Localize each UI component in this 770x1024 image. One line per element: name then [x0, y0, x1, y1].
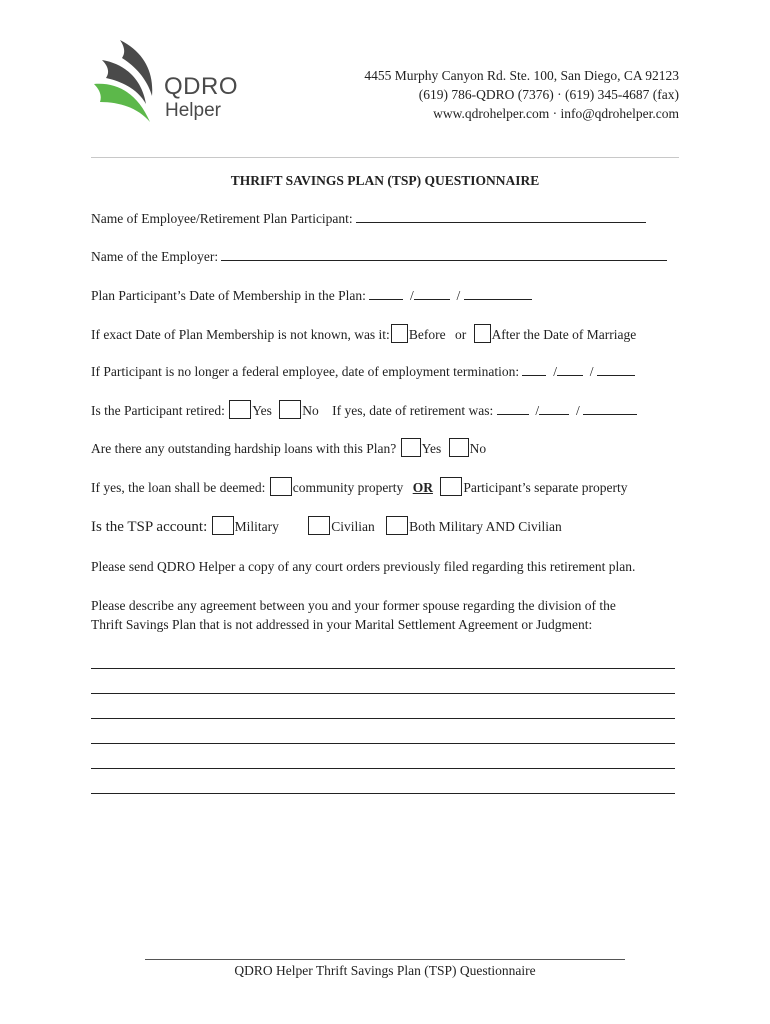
tsp-account-row — [91, 516, 562, 536]
phone-line: (619) 786-QDRO (7376) · (619) 345-4687 (fax) — [418, 87, 679, 102]
agreement-prompt-line2: Thrift Savings Plan that is not addressed in your Marital Settlement Agreement or Judgment: — [91, 617, 593, 632]
termination-year-field[interactable] — [597, 364, 635, 376]
separate-property-checkbox[interactable] — [440, 477, 462, 496]
agreement-prompt-line1: Please describe any agreement between you and your former spouse regarding the division of the — [91, 598, 616, 613]
loan-deemed-row — [91, 477, 628, 496]
military-label: Military — [234, 519, 279, 534]
form-title: THRIFT SAVINGS PLAN (TSP) QUESTIONNAIRE — [230, 173, 540, 188]
retirement-date-label: If yes, date of retirement was: — [332, 403, 494, 418]
membership-day-field[interactable] — [414, 288, 450, 300]
court-orders-note: Please send QDRO Helper a copy of any court orders previously filed regarding this retirement plan. — [91, 559, 636, 574]
tsp-account-label: Is the TSP account: — [91, 519, 208, 535]
unknown-date-label: If exact Date of Plan Membership is not known, was it: — [91, 327, 390, 342]
logo-text-helper: Helper — [165, 100, 221, 121]
termination-day-field[interactable] — [557, 364, 583, 376]
qdro-helper-logo — [92, 38, 252, 124]
address-block — [364, 66, 679, 123]
membership-date-row: Plan Participant’s Date of Membership in the Plan: / / — [91, 288, 532, 304]
header-divider — [91, 157, 679, 158]
unknown-date-row — [91, 324, 636, 343]
hardship-label: Are there any outstanding hardship loans with this Plan? — [91, 441, 397, 456]
web-email-line: www.qdrohelper.com · info@qdrohelper.com — [433, 106, 679, 121]
military-checkbox[interactable] — [212, 516, 234, 535]
after-label: After the Date of Marriage — [491, 327, 637, 342]
retirement-year-field[interactable] — [583, 403, 637, 415]
both-label: Both Military AND Civilian — [409, 519, 562, 534]
retired-yes-label: Yes — [252, 403, 272, 418]
membership-year-field[interactable] — [464, 288, 532, 300]
retired-yes-checkbox[interactable] — [229, 400, 251, 419]
hardship-yes-checkbox[interactable] — [401, 438, 421, 457]
agreement-line[interactable] — [91, 668, 675, 669]
membership-month-field[interactable] — [369, 288, 403, 300]
leaf-logo-icon — [92, 38, 160, 124]
loan-deemed-label: If yes, the loan shall be deemed: — [91, 480, 266, 495]
employer-name-row — [91, 249, 667, 265]
hardship-no-checkbox[interactable] — [449, 438, 469, 457]
employee-name-field[interactable] — [356, 211, 646, 223]
community-property-checkbox[interactable] — [270, 477, 292, 496]
civilian-label: Civilian — [331, 519, 375, 534]
retired-label: Is the Participant retired: — [91, 403, 225, 418]
membership-date-label: Plan Participant’s Date of Membership in the Plan: — [91, 288, 366, 303]
agreement-line[interactable] — [91, 718, 675, 719]
employee-name-label: Name of Employee/Retirement Plan Participant: — [91, 211, 353, 226]
agreement-line[interactable] — [91, 793, 675, 794]
retirement-day-field[interactable] — [539, 403, 569, 415]
hardship-row — [91, 438, 486, 457]
termination-month-field[interactable] — [522, 364, 546, 376]
retired-row: Is the Participant retired: Yes No If yes, date of retirement was: / / — [91, 400, 637, 419]
retired-no-label: No — [302, 403, 319, 418]
agreement-line[interactable] — [91, 693, 675, 694]
employer-name-field[interactable] — [221, 249, 667, 261]
after-checkbox[interactable] — [474, 324, 491, 343]
termination-label: If Participant is no longer a federal employee, date of employment termination: — [91, 364, 520, 379]
hardship-yes-label: Yes — [421, 441, 442, 456]
hardship-no-label: No — [469, 441, 487, 456]
retirement-month-field[interactable] — [497, 403, 529, 415]
civilian-checkbox[interactable] — [308, 516, 330, 535]
footer-divider — [145, 959, 625, 960]
before-checkbox[interactable] — [391, 324, 408, 343]
employer-name-label: Name of the Employer: — [91, 249, 219, 264]
community-property-label: community property — [292, 480, 404, 495]
termination-row: If Participant is no longer a federal employee, date of employment termination: / / — [91, 364, 635, 380]
separate-property-label: Participant’s separate property — [463, 480, 628, 495]
address-line: 4455 Murphy Canyon Rd. Ste. 100, San Diego, CA 92123 — [364, 68, 679, 83]
agreement-line[interactable] — [91, 743, 675, 744]
employee-name-row — [91, 211, 646, 227]
both-checkbox[interactable] — [386, 516, 408, 535]
logo-text-qdro: QDRO — [164, 73, 238, 100]
retired-no-checkbox[interactable] — [279, 400, 301, 419]
or-caps-label: OR — [412, 480, 433, 495]
before-label: Before — [408, 327, 446, 342]
or-label: or — [454, 327, 467, 342]
agreement-line[interactable] — [91, 768, 675, 769]
footer-text: QDRO Helper Thrift Savings Plan (TSP) Questionnaire — [234, 963, 536, 978]
